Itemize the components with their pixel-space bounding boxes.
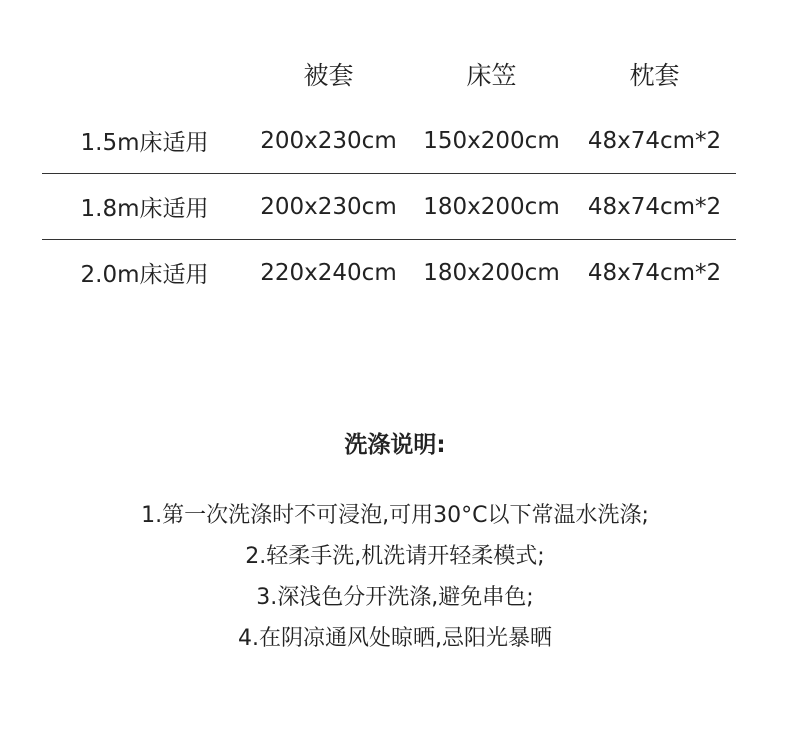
care-instructions bbox=[0, 425, 790, 659]
header-cell-duvet-cover: 被套 bbox=[303, 61, 354, 90]
row-duvet-size: 200x230cm bbox=[260, 127, 397, 154]
row-bed-size: 1.5m床适用 bbox=[80, 130, 209, 156]
care-list bbox=[0, 495, 790, 659]
row-bed-size: 1.8m床适用 bbox=[80, 196, 209, 222]
table-row bbox=[42, 240, 736, 305]
table-row bbox=[42, 108, 736, 174]
size-table bbox=[42, 40, 736, 305]
header-cell-pillowcase: 枕套 bbox=[629, 61, 680, 90]
row-pillowcase-size: 48x74cm*2 bbox=[587, 259, 722, 286]
row-duvet-size: 200x230cm bbox=[260, 193, 397, 220]
care-title: 洗涤说明: bbox=[344, 432, 446, 458]
table-header-row bbox=[42, 40, 736, 108]
row-sheet-size: 150x200cm bbox=[423, 127, 560, 154]
care-item: 1.第一次洗涤时不可浸泡,可用30°C以下常温水洗涤; bbox=[141, 503, 649, 528]
row-bed-size: 2.0m床适用 bbox=[80, 262, 209, 288]
row-pillowcase-size: 48x74cm*2 bbox=[587, 127, 722, 154]
header-cell-fitted-sheet: 床笠 bbox=[466, 61, 517, 90]
care-item: 3.深浅色分开洗涤,避免串色; bbox=[256, 585, 534, 610]
table-row bbox=[42, 174, 736, 240]
care-item: 4.在阴凉通风处晾晒,忌阳光暴晒 bbox=[238, 626, 552, 651]
row-duvet-size: 220x240cm bbox=[260, 259, 397, 286]
row-pillowcase-size: 48x74cm*2 bbox=[587, 193, 722, 220]
care-item: 2.轻柔手洗,机洗请开轻柔模式; bbox=[245, 544, 545, 569]
row-sheet-size: 180x200cm bbox=[423, 193, 560, 220]
row-sheet-size: 180x200cm bbox=[423, 259, 560, 286]
